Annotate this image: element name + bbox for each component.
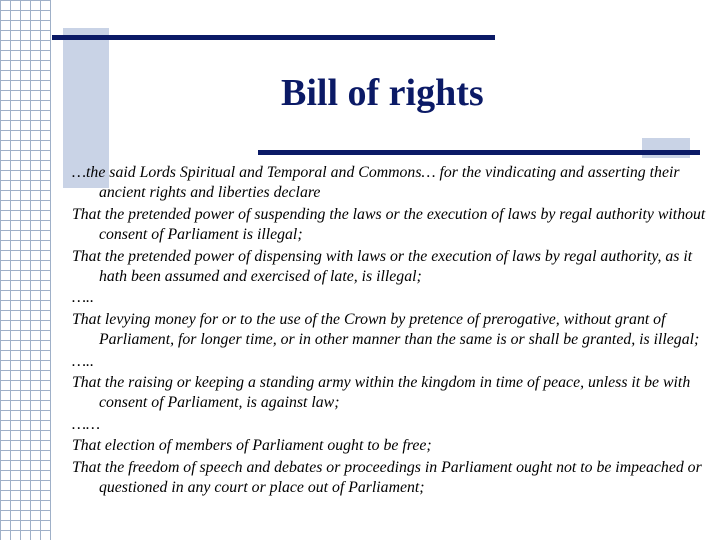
decorative-box-right xyxy=(642,138,690,158)
paragraph: ….. xyxy=(72,352,94,370)
paragraph: …the said Lords Spiritual and Temporal and Commons… for the vindicating and asserting their ancient rights and liberties declare xyxy=(72,164,680,202)
paragraph: That election of members of Parliament ought to be free; xyxy=(72,437,432,455)
decorative-bar-bottom xyxy=(258,150,700,155)
slide-title: Bill of rights xyxy=(281,72,484,114)
paragraph: That the pretended power of suspending the laws or the execution of laws by regal authority without consent of Parliament is illegal; xyxy=(72,205,706,244)
decorative-grid-strip xyxy=(0,0,51,540)
paragraph: That the raising or keeping a standing army within the kingdom in time of peace, unless it be with consent of Parliament, is against law; xyxy=(72,374,691,412)
paragraph: That the freedom of speech and debates or proceedings in Parliament ought not to be impeached or questioned in any court or place out of Parliament; xyxy=(72,458,702,497)
paragraph: That levying money for or to the use of the Crown by pretence of prerogative, without grant of Parliament, for longer time, or in other manner than the same is or shall be granted, is illegal; xyxy=(72,310,700,349)
paragraph: That the pretended power of dispensing with laws or the execution of laws by regal authority, as it hath been assumed and exercised of late, is illegal; xyxy=(72,247,693,286)
paragraph: ….. xyxy=(72,289,94,307)
decorative-bar-top xyxy=(52,35,495,40)
paragraph: …… xyxy=(72,415,101,433)
slide-body xyxy=(72,163,712,500)
